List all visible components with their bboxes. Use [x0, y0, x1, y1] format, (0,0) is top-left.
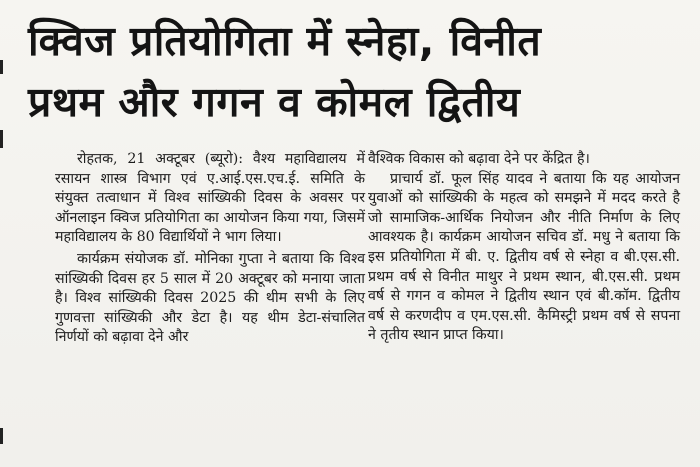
article-paragraph: वैश्विक विकास को बढ़ावा देने पर केंद्रित है।: [368, 151, 590, 167]
headline-line-2: प्रथम और गगन व कोमल द्वितीय: [28, 78, 521, 126]
article-paragraph: कार्यक्रम संयोजक डॉ. मोनिका गुप्ता ने बताया कि विश्व सांख्यिकी दिवस हर 5 साल में 20 अक्टूबर को मनाया जाता है। विश्व सांख्यिकी दिवस 2025 की थीम सभी के लिए गुणवत्ता सांख्यिकी और डेटा है। यह थीम डेटा-संचालित निर्णयों को बढ़ावा देने और: [55, 250, 365, 346]
column-rule-mark: [0, 130, 3, 148]
article-paragraph: प्राचार्य डॉ. फूल सिंह यादव ने बताया कि यह आयोजन युवाओं को सांख्यिकी के महत्व को समझने में मदद करते है जो सामाजिक-आर्थिक नियोजन और नीति निर्माण के लिए आवश्यक है। कार्यक्रम आयोजन सचिव डॉ. मधु ने बताया कि इस प्रतियोगिता में बी. ए. द्वितीय वर्ष से स्नेहा व बी.एस.सी. प्रथम वर्ष से विनीत माथुर ने प्रथम स्थान, बी.एस.सी. प्रथम वर्ष से गगन व कोमल ने द्वितीय स्थान एवं बी.कॉम. द्वितीय वर्ष से करणदीप व एम.एस.सी. कैमिस्ट्री प्रथम वर्ष से सपना ने तृतीय स्थान प्राप्त किया।: [368, 170, 680, 344]
article-column-left: [55, 150, 365, 348]
headline-line-1: क्विज प्रतियोगिता में स्नेहा, विनीत: [28, 17, 542, 65]
article-paragraph: रोहतक, 21 अक्टूबर (ब्यूरो): वैश्य महाविद्यालय में रसायन शास्त्र विभाग एवं ए.आई.एस.एच.ई. समिति के संयुक्त तत्वाधान में विश्व सांख्यिकी दिवस के अवसर पर ऑनलाइन क्विज प्रतियोगिता का आयोजन किया गया, जिसमें महाविद्यालय के 80 विद्यार्थियों ने भाग लिया।: [55, 151, 365, 246]
column-rule-mark: [0, 60, 3, 74]
column-rule-mark: [0, 428, 3, 444]
article-column-right: [368, 150, 680, 346]
